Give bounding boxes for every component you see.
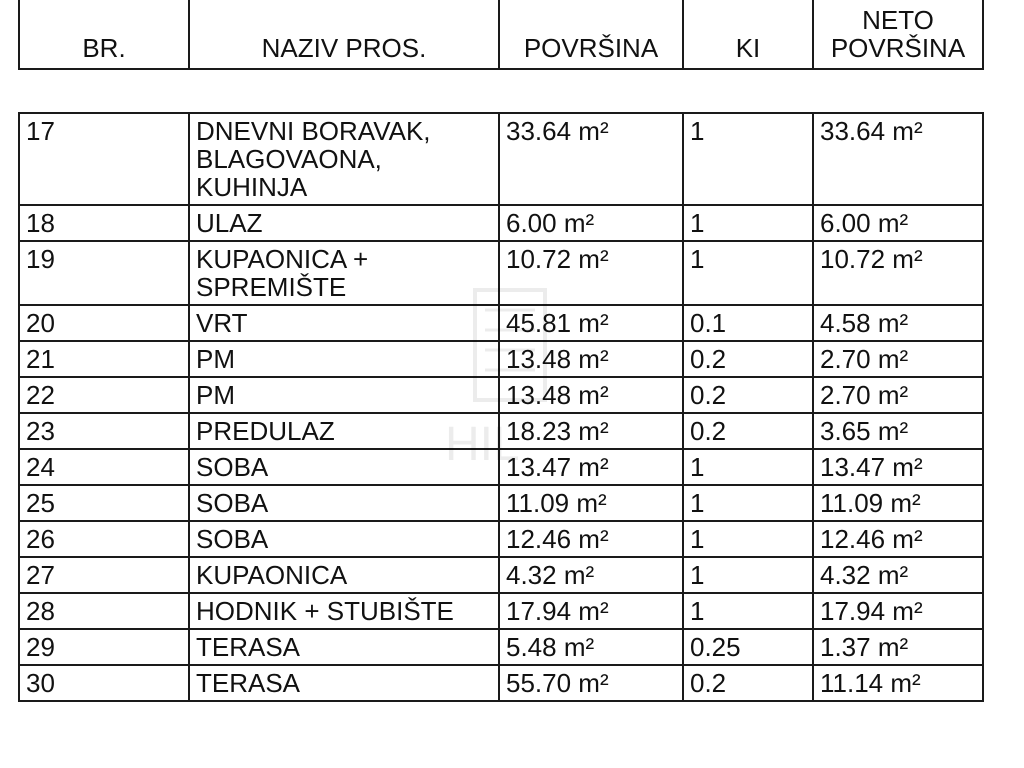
- table-row: [19, 593, 983, 629]
- table-row: [19, 449, 983, 485]
- cell-povrsina: [499, 113, 683, 205]
- cell-neto: [813, 305, 983, 341]
- cell-naziv-text: DNEVNI BORAVAK, BLAGOVAONA, KUHINJA: [196, 116, 431, 202]
- cell-neto-text: 17.94 m²: [820, 596, 923, 626]
- cell-br-text: 27: [26, 560, 55, 590]
- cell-br-text: 20: [26, 308, 55, 338]
- cell-povrsina-text: 11.09 m²: [506, 488, 607, 518]
- cell-neto: [813, 629, 983, 665]
- cell-naziv-text: ULAZ: [196, 208, 263, 238]
- cell-naziv-text: KUPAONICA: [196, 560, 348, 590]
- cell-naziv: [189, 205, 499, 241]
- cell-ki: [683, 113, 813, 205]
- cell-ki: [683, 377, 813, 413]
- cell-povrsina: [499, 449, 683, 485]
- cell-br: [19, 241, 189, 305]
- cell-povrsina-text: 45.81 m²: [506, 308, 609, 338]
- cell-neto: [813, 113, 983, 205]
- cell-povrsina-text: 12.46 m²: [506, 524, 609, 554]
- header-br: BR.: [19, 0, 189, 69]
- table-row: [19, 485, 983, 521]
- rooms-table-body: [19, 113, 983, 701]
- cell-br-text: 29: [26, 632, 55, 662]
- cell-neto: [813, 341, 983, 377]
- table-row: [19, 205, 983, 241]
- cell-povrsina: [499, 665, 683, 701]
- cell-br-text: 18: [26, 208, 55, 238]
- cell-ki-text: 1: [690, 116, 705, 146]
- cell-neto-text: 2.70 m²: [820, 380, 909, 410]
- table-row: [19, 557, 983, 593]
- header-naziv: NAZIV PROS.: [189, 0, 499, 69]
- cell-naziv: [189, 557, 499, 593]
- cell-neto-text: 3.65 m²: [820, 416, 909, 446]
- cell-naziv: [189, 113, 499, 205]
- cell-povrsina: [499, 557, 683, 593]
- cell-neto-text: 11.14 m²: [820, 668, 921, 698]
- cell-ki: [683, 241, 813, 305]
- table-row: [19, 341, 983, 377]
- cell-neto-text: 13.47 m²: [820, 452, 923, 482]
- cell-povrsina-text: 17.94 m²: [506, 596, 609, 626]
- header-povrsina: POVRŠINA: [499, 0, 683, 69]
- cell-ki-text: 0.1: [690, 308, 727, 338]
- cell-ki-text: 1: [690, 452, 705, 482]
- cell-ki-text: 1: [690, 524, 705, 554]
- cell-povrsina: [499, 413, 683, 449]
- cell-naziv-text: KUPAONICA + SPREMIŠTE: [196, 244, 369, 302]
- cell-ki: [683, 341, 813, 377]
- cell-br-text: 25: [26, 488, 55, 518]
- cell-naziv-text: PM: [196, 344, 235, 374]
- cell-ki: [683, 485, 813, 521]
- cell-povrsina-text: 6.00 m²: [506, 208, 595, 238]
- cell-neto: [813, 449, 983, 485]
- cell-neto-text: 1.37 m²: [820, 632, 909, 662]
- cell-povrsina-text: 13.48 m²: [506, 380, 609, 410]
- table-row: [19, 377, 983, 413]
- cell-naziv: [189, 305, 499, 341]
- cell-neto: [813, 241, 983, 305]
- cell-povrsina: [499, 521, 683, 557]
- cell-br: [19, 205, 189, 241]
- cell-br: [19, 557, 189, 593]
- cell-ki-text: 0.2: [690, 380, 727, 410]
- cell-naziv: [189, 521, 499, 557]
- cell-naziv-text: PM: [196, 380, 235, 410]
- cell-povrsina: [499, 485, 683, 521]
- cell-ki: [683, 305, 813, 341]
- header-ki: KI: [683, 0, 813, 69]
- cell-br-text: 17: [26, 116, 55, 146]
- cell-ki-text: 0.25: [690, 632, 741, 662]
- cell-br: [19, 629, 189, 665]
- cell-neto-text: 4.58 m²: [820, 308, 909, 338]
- cell-povrsina: [499, 341, 683, 377]
- cell-povrsina: [499, 241, 683, 305]
- cell-naziv-text: PREDULAZ: [196, 416, 335, 446]
- cell-br-text: 24: [26, 452, 55, 482]
- cell-naziv-text: TERASA: [196, 668, 301, 698]
- cell-ki: [683, 665, 813, 701]
- cell-ki: [683, 449, 813, 485]
- cell-br: [19, 341, 189, 377]
- cell-neto-text: 33.64 m²: [820, 116, 923, 146]
- header-table: [18, 0, 984, 70]
- cell-povrsina: [499, 377, 683, 413]
- cell-br-text: 21: [26, 344, 55, 374]
- cell-ki-text: 1: [690, 244, 705, 274]
- cell-neto-text: 10.72 m²: [820, 244, 923, 274]
- cell-ki: [683, 557, 813, 593]
- cell-ki: [683, 413, 813, 449]
- cell-povrsina-text: 10.72 m²: [506, 244, 609, 274]
- table-row: [19, 413, 983, 449]
- cell-ki-text: 1: [690, 596, 705, 626]
- table-row: [19, 629, 983, 665]
- cell-ki-text: 0.2: [690, 344, 727, 374]
- cell-naziv: [189, 449, 499, 485]
- cell-br-text: 23: [26, 416, 55, 446]
- cell-naziv-text: VRT: [196, 308, 248, 338]
- cell-povrsina-text: 4.32 m²: [506, 560, 595, 590]
- cell-povrsina: [499, 205, 683, 241]
- cell-neto: [813, 377, 983, 413]
- cell-neto-text: 11.09 m²: [820, 488, 921, 518]
- cell-br: [19, 305, 189, 341]
- cell-povrsina-text: 13.48 m²: [506, 344, 609, 374]
- cell-br: [19, 665, 189, 701]
- cell-naziv: [189, 593, 499, 629]
- cell-br-text: 28: [26, 596, 55, 626]
- cell-povrsina-text: 18.23 m²: [506, 416, 609, 446]
- cell-naziv-text: SOBA: [196, 488, 269, 518]
- cell-naziv: [189, 241, 499, 305]
- cell-br: [19, 521, 189, 557]
- cell-br: [19, 113, 189, 205]
- cell-br: [19, 377, 189, 413]
- cell-ki-text: 1: [690, 488, 705, 518]
- table-row: [19, 241, 983, 305]
- cell-naziv-text: SOBA: [196, 452, 269, 482]
- cell-ki-text: 0.2: [690, 668, 727, 698]
- cell-ki-text: 1: [690, 208, 705, 238]
- cell-naziv: [189, 665, 499, 701]
- cell-naziv: [189, 485, 499, 521]
- cell-naziv: [189, 341, 499, 377]
- cell-naziv-text: HODNIK + STUBIŠTE: [196, 596, 454, 626]
- cell-naziv-text: SOBA: [196, 524, 269, 554]
- cell-povrsina: [499, 593, 683, 629]
- svg-text:HIL: HIL: [445, 418, 520, 471]
- cell-neto: [813, 413, 983, 449]
- cell-neto-text: 12.46 m²: [820, 524, 923, 554]
- cell-neto: [813, 557, 983, 593]
- cell-br: [19, 449, 189, 485]
- cell-br-text: 19: [26, 244, 55, 274]
- table-row: [19, 665, 983, 701]
- cell-ki-text: 0.2: [690, 416, 727, 446]
- cell-neto: [813, 521, 983, 557]
- cell-neto: [813, 485, 983, 521]
- cell-neto: [813, 593, 983, 629]
- cell-naziv-text: TERASA: [196, 632, 301, 662]
- cell-ki: [683, 629, 813, 665]
- cell-povrsina-text: 13.47 m²: [506, 452, 609, 482]
- cell-ki: [683, 205, 813, 241]
- header-neto: NETO POVRŠINA: [813, 0, 983, 69]
- cell-br-text: 30: [26, 668, 55, 698]
- cell-neto-text: 6.00 m²: [820, 208, 909, 238]
- cell-br: [19, 593, 189, 629]
- cell-br: [19, 485, 189, 521]
- cell-neto: [813, 205, 983, 241]
- cell-neto: [813, 665, 983, 701]
- cell-naziv: [189, 377, 499, 413]
- cell-br-text: 22: [26, 380, 55, 410]
- cell-naziv: [189, 413, 499, 449]
- cell-br-text: 26: [26, 524, 55, 554]
- table-row: [19, 113, 983, 205]
- cell-povrsina: [499, 629, 683, 665]
- table-row: [19, 521, 983, 557]
- cell-neto-text: 2.70 m²: [820, 344, 909, 374]
- cell-neto-text: 4.32 m²: [820, 560, 909, 590]
- cell-povrsina: [499, 305, 683, 341]
- cell-br: [19, 413, 189, 449]
- header-row: [19, 0, 983, 69]
- cell-ki: [683, 593, 813, 629]
- cell-povrsina-text: 33.64 m²: [506, 116, 609, 146]
- cell-ki: [683, 521, 813, 557]
- rooms-table: [18, 112, 984, 702]
- table-row: [19, 305, 983, 341]
- cell-povrsina-text: 5.48 m²: [506, 632, 595, 662]
- cell-naziv: [189, 629, 499, 665]
- cell-ki-text: 1: [690, 560, 705, 590]
- cell-povrsina-text: 55.70 m²: [506, 668, 609, 698]
